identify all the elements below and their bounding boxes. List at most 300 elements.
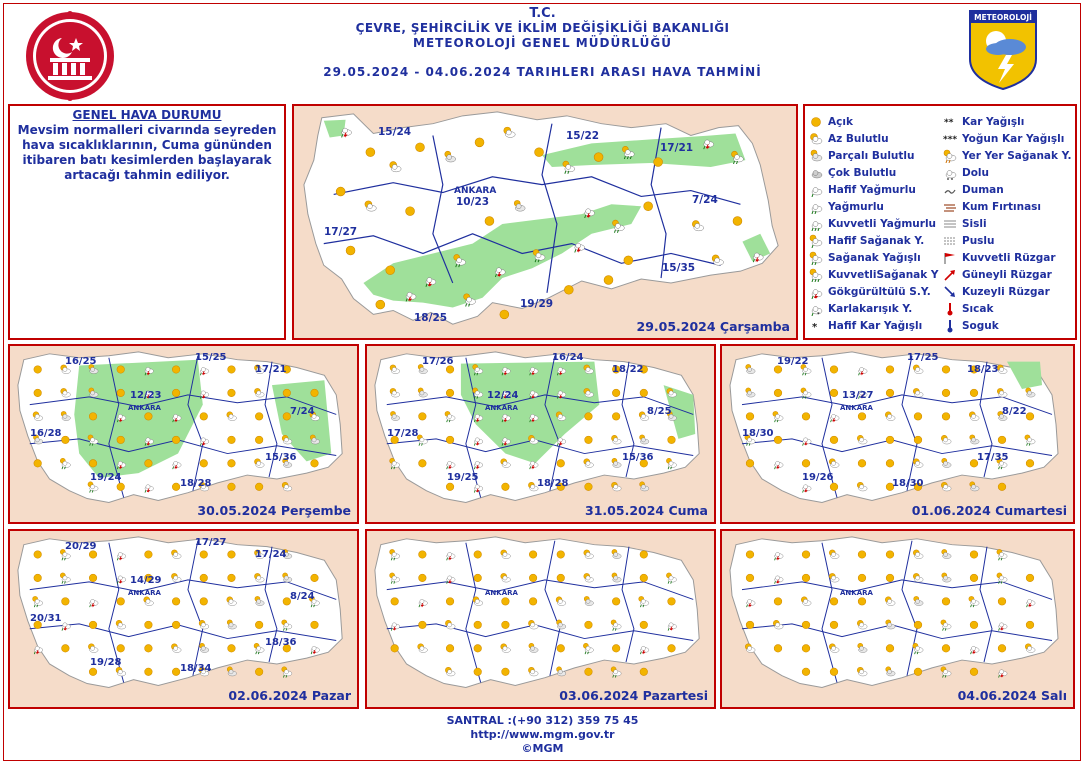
haze-icon xyxy=(943,234,957,248)
temp-label: 15/36 xyxy=(622,452,654,463)
weather-legend xyxy=(803,104,1077,340)
partly-cloudy-icon xyxy=(970,482,979,491)
legend-label: Puslu xyxy=(962,234,995,247)
turkey-map xyxy=(367,531,714,707)
cloudy-icon xyxy=(809,166,823,180)
sun-icon xyxy=(34,389,42,397)
sun-icon xyxy=(446,598,454,606)
legend-item xyxy=(809,130,943,147)
legend-label: Karlakarışık Y. xyxy=(828,302,913,315)
light-snow-icon xyxy=(809,319,823,333)
legend-item xyxy=(809,249,943,266)
few-clouds-icon xyxy=(809,132,823,146)
forecast-map-day-5 xyxy=(365,529,716,709)
legend-label: KuvvetliSağanak Y xyxy=(828,268,939,281)
svg-text:***: *** xyxy=(943,134,957,145)
sun-icon xyxy=(200,551,208,559)
general-weather-panel xyxy=(8,104,286,340)
legend-item xyxy=(809,266,943,283)
sun-icon xyxy=(172,621,180,629)
temp-label: 18/34 xyxy=(180,663,212,674)
sun-icon xyxy=(145,645,153,653)
sun-icon xyxy=(502,621,510,629)
temp-label: 8/25 xyxy=(647,406,672,417)
sun-icon xyxy=(200,460,208,468)
legend-item xyxy=(943,130,1077,147)
legend-item xyxy=(943,198,1077,215)
legend-item xyxy=(943,232,1077,249)
sun-icon xyxy=(585,436,593,444)
sun-icon xyxy=(89,621,97,629)
rain-icon xyxy=(809,200,823,214)
sun-icon xyxy=(228,436,236,444)
legend-column-right xyxy=(943,113,1077,334)
sun-icon xyxy=(585,483,593,491)
sun-icon xyxy=(419,413,427,421)
sun-icon xyxy=(858,598,866,606)
sun-icon xyxy=(89,413,97,421)
turkey-map xyxy=(722,346,1073,522)
sun-icon xyxy=(200,413,208,421)
sun-icon xyxy=(391,645,399,653)
temp-label: 19/22 xyxy=(777,356,809,367)
thunderstorm-icon xyxy=(999,670,1008,679)
legend-label: Güneyli Rüzgar xyxy=(962,268,1052,281)
sun-icon xyxy=(640,551,648,559)
sun-icon xyxy=(970,621,978,629)
sun-icon xyxy=(34,551,42,559)
sun-icon xyxy=(34,366,42,374)
sun-icon xyxy=(117,598,125,606)
sun-icon xyxy=(585,621,593,629)
svg-text:METEOROLOJİ: METEOROLOJİ xyxy=(974,13,1032,22)
svg-text:**: ** xyxy=(944,117,954,128)
sun-icon xyxy=(886,366,894,374)
city-label-ankara: ANKARA xyxy=(485,589,518,597)
footer-url[interactable]: http://www.mgm.gov.tr xyxy=(470,728,615,741)
sun-icon xyxy=(733,217,742,226)
legend-label: Sağanak Yağışlı xyxy=(828,251,921,264)
sun-icon xyxy=(557,551,565,559)
sun-icon xyxy=(200,598,208,606)
legend-label: Kar Yağışlı xyxy=(962,115,1025,128)
sun-icon xyxy=(668,436,676,444)
forecast-map-day-4 xyxy=(8,529,359,709)
sun-icon xyxy=(604,276,613,285)
sun-icon xyxy=(406,207,415,216)
temp-label: 15/24 xyxy=(378,126,412,138)
forecast-map-day-1 xyxy=(8,344,359,524)
sun-icon xyxy=(557,460,565,468)
forecast-map-day-6 xyxy=(720,529,1075,709)
legend-item xyxy=(943,164,1077,181)
sun-icon xyxy=(34,574,42,582)
legend-label: Gökgürültülü S.Y. xyxy=(828,285,931,298)
partly-cloudy-icon xyxy=(640,482,649,491)
legend-item xyxy=(943,147,1077,164)
sun-icon xyxy=(640,621,648,629)
city-label-ankara: ANKARA xyxy=(454,186,497,196)
legend-item xyxy=(943,300,1077,317)
temp-label: 16/28 xyxy=(30,428,62,439)
sun-icon xyxy=(228,574,236,582)
sun-icon xyxy=(557,574,565,582)
legend-item xyxy=(943,266,1077,283)
city-label-ankara: ANKARA xyxy=(840,404,873,412)
sun-icon xyxy=(446,645,454,653)
sun-icon xyxy=(283,389,291,397)
sun-icon xyxy=(998,483,1006,491)
sun-icon xyxy=(474,668,482,676)
sun-icon xyxy=(830,598,838,606)
temp-label: 17/28 xyxy=(387,428,419,439)
sun-icon xyxy=(942,598,950,606)
turkey-map xyxy=(10,531,357,707)
city-label-ankara: ANKARA xyxy=(128,589,161,597)
land-area xyxy=(730,537,1058,688)
sun-icon xyxy=(585,413,593,421)
legend-label: Hafif Yağmurlu xyxy=(828,183,916,196)
temp-label: 19/26 xyxy=(802,472,834,483)
legend-item xyxy=(809,181,943,198)
temp-label: 18/23 xyxy=(967,364,999,375)
temp-label: 20/29 xyxy=(65,541,97,552)
sun-icon xyxy=(391,598,399,606)
general-weather-title: GENEL HAVA DURUMU xyxy=(72,108,222,122)
sun-icon xyxy=(914,668,922,676)
sun-icon xyxy=(419,621,427,629)
legend-column-left xyxy=(809,113,943,334)
temp-label: 17/27 xyxy=(195,537,227,548)
strong-wind-icon xyxy=(943,251,957,265)
legend-item xyxy=(809,198,943,215)
sun-icon xyxy=(802,551,810,559)
sun-icon xyxy=(668,598,676,606)
few-clouds-icon xyxy=(941,482,951,491)
sun-icon xyxy=(998,436,1006,444)
legend-label: Sisli xyxy=(962,217,987,230)
temp-label: 15/25 xyxy=(195,352,227,363)
sun-icon xyxy=(802,413,810,421)
sandstorm-icon xyxy=(943,200,957,214)
city-label-ankara: ANKARA xyxy=(485,404,518,412)
sun-icon xyxy=(145,551,153,559)
sun-icon xyxy=(886,389,894,397)
sun-icon xyxy=(255,436,263,444)
sun-icon xyxy=(474,574,482,582)
sun-icon xyxy=(311,574,319,582)
shower-icon xyxy=(809,251,823,265)
sun-icon xyxy=(830,621,838,629)
heavy-snow-icon xyxy=(943,132,957,146)
temp-label: 20/31 xyxy=(30,613,62,624)
sun-icon xyxy=(970,389,978,397)
sun-icon xyxy=(311,621,319,629)
legend-item xyxy=(943,113,1077,130)
svg-text:*: * xyxy=(812,321,818,333)
sun-icon xyxy=(366,148,375,157)
legend-item xyxy=(809,317,943,334)
sun-icon xyxy=(419,574,427,582)
sun-icon xyxy=(942,389,950,397)
page-header xyxy=(0,6,1085,80)
legend-item xyxy=(809,232,943,249)
north-wind-icon xyxy=(943,285,957,299)
heavy-shower-icon xyxy=(809,268,823,282)
sun-icon xyxy=(802,668,810,676)
fog-icon xyxy=(943,217,957,231)
sun-icon xyxy=(228,645,236,653)
sun-icon xyxy=(886,551,894,559)
sun-icon xyxy=(802,621,810,629)
sun-icon xyxy=(172,389,180,397)
few-clouds-icon xyxy=(611,482,621,491)
temp-label: 8/24 xyxy=(290,591,315,602)
hail-icon xyxy=(943,166,957,180)
sun-icon xyxy=(172,436,180,444)
sun-icon xyxy=(809,115,823,129)
legend-item xyxy=(943,181,1077,198)
temp-label: 17/24 xyxy=(255,549,287,560)
sun-icon xyxy=(89,574,97,582)
temp-label: 15/22 xyxy=(566,130,600,142)
sun-icon xyxy=(446,389,454,397)
sun-icon xyxy=(644,202,653,211)
legend-item xyxy=(943,215,1077,232)
temp-label: 18/30 xyxy=(892,478,924,489)
sun-icon xyxy=(970,574,978,582)
sun-icon xyxy=(830,668,838,676)
sun-icon xyxy=(386,266,395,275)
sun-icon xyxy=(1026,413,1034,421)
sun-icon xyxy=(529,574,537,582)
sun-icon xyxy=(502,483,510,491)
sun-icon xyxy=(474,645,482,653)
sun-icon xyxy=(830,389,838,397)
sun-icon xyxy=(336,187,345,196)
sun-icon xyxy=(998,645,1006,653)
temp-label: 19/29 xyxy=(520,298,554,310)
temp-label: 7/24 xyxy=(290,406,315,417)
sun-icon xyxy=(746,551,754,559)
few-clouds-icon xyxy=(282,482,292,491)
scattered-showers-icon xyxy=(943,149,957,163)
sun-icon xyxy=(117,483,125,491)
temp-label: 7/24 xyxy=(692,194,718,206)
legend-label: Yer Yer Sağanak Y. xyxy=(962,149,1072,162)
legend-item xyxy=(809,113,943,130)
temp-label: 17/35 xyxy=(977,452,1009,463)
sun-icon xyxy=(746,460,754,468)
forecast-date: 02.06.2024 Pazar xyxy=(228,688,351,703)
legend-label: Çok Bulutlu xyxy=(828,166,897,179)
temp-label: 17/27 xyxy=(324,226,358,238)
sun-icon xyxy=(145,668,153,676)
sun-icon xyxy=(419,460,427,468)
light-rain-icon xyxy=(809,183,823,197)
sun-icon xyxy=(858,413,866,421)
temp-label: 10/23 xyxy=(456,196,490,208)
sun-icon xyxy=(228,460,236,468)
header-line-1: T.C. xyxy=(529,6,556,21)
temp-label: 8/22 xyxy=(1002,406,1027,417)
legend-label: Kuvvetli Rüzgar xyxy=(962,251,1056,264)
sun-icon xyxy=(172,366,180,374)
sun-icon xyxy=(311,460,319,468)
sun-icon xyxy=(942,366,950,374)
turkey-map xyxy=(10,346,357,522)
temp-label: 18/36 xyxy=(265,637,297,648)
sun-icon xyxy=(255,483,263,491)
sun-icon xyxy=(172,668,180,676)
sun-icon xyxy=(624,256,633,265)
sun-icon xyxy=(1026,574,1034,582)
land-area xyxy=(375,537,699,688)
city-label-ankara: ANKARA xyxy=(128,404,161,412)
sun-icon xyxy=(914,621,922,629)
sun-icon xyxy=(145,460,153,468)
temp-label: 14/29 xyxy=(130,575,162,586)
main-forecast-map xyxy=(292,104,798,340)
header-directorate: METEOROLOJİ GENEL MÜDÜRLÜĞÜ xyxy=(413,36,672,50)
sun-icon xyxy=(255,621,263,629)
sun-icon xyxy=(62,598,70,606)
sun-icon xyxy=(886,574,894,582)
footer-copyright: ©MGM xyxy=(521,742,564,755)
sun-icon xyxy=(446,436,454,444)
legend-label: Hafif Kar Yağışlı xyxy=(828,319,923,332)
sun-icon xyxy=(830,366,838,374)
thunderstorm-icon xyxy=(809,285,823,299)
sun-icon xyxy=(612,598,620,606)
sun-icon xyxy=(640,389,648,397)
sun-icon xyxy=(311,389,319,397)
city-label-ankara: ANKARA xyxy=(840,589,873,597)
sun-icon xyxy=(419,551,427,559)
temp-label: 12/24 xyxy=(487,390,519,401)
forecast-date: 04.06.2024 Salı xyxy=(957,688,1067,703)
legend-item xyxy=(809,215,943,232)
sun-icon xyxy=(89,460,97,468)
sun-icon xyxy=(830,483,838,491)
sun-icon xyxy=(746,413,754,421)
sun-icon xyxy=(858,551,866,559)
forecast-date: 31.05.2024 Cuma xyxy=(585,503,708,518)
legend-item xyxy=(943,317,1077,334)
temp-label: 17/25 xyxy=(907,352,939,363)
legend-label: Duman xyxy=(962,183,1004,196)
forecast-date-main: 29.05.2024 Çarşamba xyxy=(636,319,790,334)
shower-icon xyxy=(941,667,951,678)
temp-label: 19/24 xyxy=(90,472,122,483)
sun-icon xyxy=(564,285,573,294)
legend-item xyxy=(809,164,943,181)
temp-label: 17/21 xyxy=(660,142,694,154)
sun-icon xyxy=(500,310,509,319)
legend-label: Yağmurlu xyxy=(828,200,884,213)
sun-icon xyxy=(640,574,648,582)
temp-label: 18/25 xyxy=(414,312,448,324)
sun-icon xyxy=(34,460,42,468)
legend-item xyxy=(809,283,943,300)
sun-icon xyxy=(942,645,950,653)
temp-label: 18/28 xyxy=(180,478,212,489)
sun-icon xyxy=(117,366,125,374)
temp-label: 18/22 xyxy=(612,364,644,375)
sun-icon xyxy=(145,621,153,629)
sun-icon xyxy=(117,645,125,653)
legend-label: Sıcak xyxy=(962,302,994,315)
sun-icon xyxy=(535,148,544,157)
legend-label: Dolu xyxy=(962,166,990,179)
sun-icon xyxy=(62,645,70,653)
sun-icon xyxy=(640,668,648,676)
temp-label: 18/30 xyxy=(742,428,774,439)
sun-icon xyxy=(594,153,603,162)
sun-icon xyxy=(529,551,537,559)
sun-icon xyxy=(172,483,180,491)
sun-icon xyxy=(774,645,782,653)
sun-icon xyxy=(668,645,676,653)
legend-item xyxy=(943,249,1077,266)
sun-icon xyxy=(858,574,866,582)
sun-icon xyxy=(774,389,782,397)
sun-icon xyxy=(117,436,125,444)
temp-label: 19/25 xyxy=(447,472,479,483)
sun-icon xyxy=(612,389,620,397)
forecast-date: 03.06.2024 Pazartesi xyxy=(559,688,708,703)
legend-label: Soguk xyxy=(962,319,999,332)
sun-icon xyxy=(612,413,620,421)
legend-label: Kuvvetli Yağmurlu xyxy=(828,217,937,230)
sun-icon xyxy=(228,366,236,374)
sun-icon xyxy=(886,645,894,653)
temp-label: 17/21 xyxy=(255,364,287,375)
sun-icon xyxy=(886,436,894,444)
legend-label: Kum Fırtınası xyxy=(962,200,1042,213)
sun-icon xyxy=(914,413,922,421)
partly-cloudy-icon xyxy=(227,667,236,676)
heavy-rain-icon xyxy=(809,217,823,231)
sun-icon xyxy=(376,300,385,309)
snow-icon xyxy=(943,115,957,129)
legend-item xyxy=(943,283,1077,300)
forecast-map-day-3 xyxy=(720,344,1075,524)
svg-text:*: * xyxy=(817,311,820,316)
legend-label: Açık xyxy=(828,115,853,128)
sun-icon xyxy=(802,574,810,582)
sun-icon xyxy=(255,413,263,421)
sun-icon xyxy=(228,551,236,559)
general-weather-text: Mevsim normalleri civarında seyreden hava sıcaklıklarının, Cuma gününden itibaren batı kesimlerden başlayarak artacağı tahmin ediliyor. xyxy=(17,123,277,182)
sun-icon xyxy=(914,436,922,444)
legend-label: Parçalı Bulutlu xyxy=(828,149,915,162)
sun-icon xyxy=(117,389,125,397)
south-wind-icon xyxy=(943,268,957,282)
forecast-date: 01.06.2024 Cumartesi xyxy=(911,503,1067,518)
forecast-date: 30.05.2024 Perşembe xyxy=(197,503,351,518)
sun-icon xyxy=(416,143,425,152)
sun-icon xyxy=(942,413,950,421)
temp-label: 13/27 xyxy=(842,390,874,401)
legend-label: Kuzeyli Rüzgar xyxy=(962,285,1050,298)
temp-label: 12/23 xyxy=(130,390,162,401)
sun-icon xyxy=(970,668,978,676)
partly-cloudy-icon xyxy=(809,149,823,163)
sun-icon xyxy=(774,436,782,444)
legend-item xyxy=(809,147,943,164)
temp-label: 15/35 xyxy=(662,262,696,274)
